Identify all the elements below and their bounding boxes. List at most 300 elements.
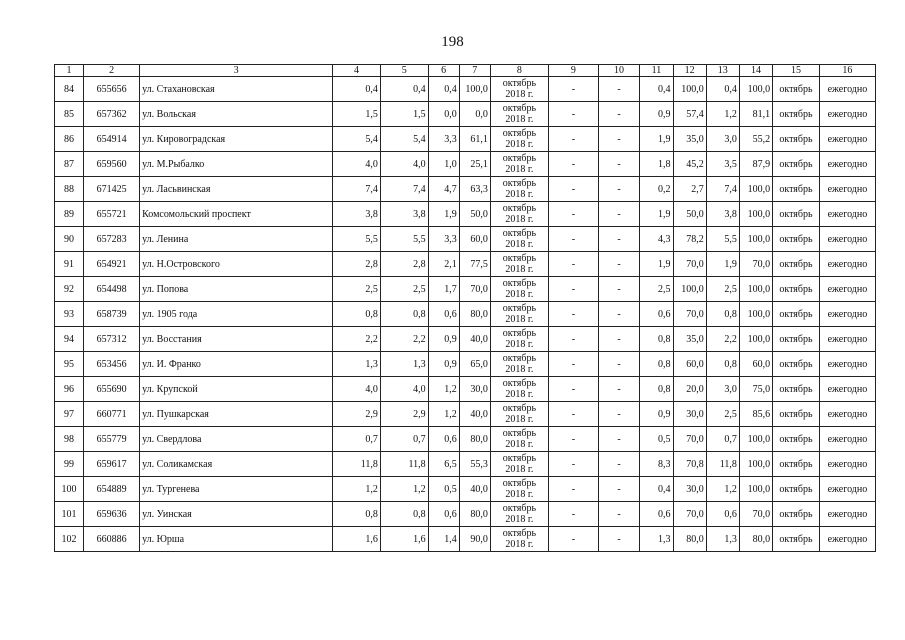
cell-col-13: 5,5	[706, 227, 739, 252]
cell-month-year	[490, 152, 548, 177]
cell-col-15: октябрь	[773, 502, 820, 527]
cell-col-4: 4,0	[333, 152, 381, 177]
cell-code: 660886	[84, 527, 140, 552]
month-label: октябрь	[502, 503, 537, 514]
cell-col-11: 0,4	[640, 477, 673, 502]
cell-col-16: ежегодно	[819, 402, 875, 427]
cell-col-9: -	[548, 77, 598, 102]
cell-col-12: 70,0	[673, 302, 706, 327]
cell-col-4: 2,9	[333, 402, 381, 427]
year-label: 2018 г.	[505, 489, 534, 500]
cell-row-number: 98	[55, 427, 84, 452]
cell-col-12: 30,0	[673, 402, 706, 427]
cell-col-14: 100,0	[739, 77, 772, 102]
cell-col-5: 2,5	[380, 277, 428, 302]
cell-col-12: 50,0	[673, 202, 706, 227]
cell-col-15: октябрь	[773, 202, 820, 227]
cell-col-15: октябрь	[773, 527, 820, 552]
table-row	[55, 352, 876, 377]
cell-row-number: 95	[55, 352, 84, 377]
year-label: 2018 г.	[505, 164, 534, 175]
cell-month-year	[490, 102, 548, 127]
cell-col-4: 1,3	[333, 352, 381, 377]
cell-col-12: 35,0	[673, 127, 706, 152]
cell-col-10: -	[598, 352, 640, 377]
cell-col-16: ежегодно	[819, 477, 875, 502]
year-label: 2018 г.	[505, 514, 534, 525]
month-label: октябрь	[502, 428, 537, 439]
cell-col-11: 1,8	[640, 152, 673, 177]
month-label: октябрь	[502, 278, 537, 289]
cell-col-9: -	[548, 177, 598, 202]
cell-row-number: 101	[55, 502, 84, 527]
month-label: октябрь	[502, 378, 537, 389]
month-label: октябрь	[502, 303, 537, 314]
cell-col-9: -	[548, 302, 598, 327]
year-label: 2018 г.	[505, 239, 534, 250]
column-header: 12	[673, 65, 706, 77]
cell-col-12: 57,4	[673, 102, 706, 127]
cell-col-5: 2,8	[380, 252, 428, 277]
cell-street: ул. Ласьвинская	[140, 177, 333, 202]
table-body	[55, 77, 876, 552]
data-table	[54, 64, 876, 552]
cell-col-9: -	[548, 452, 598, 477]
cell-col-6: 1,2	[428, 402, 459, 427]
cell-col-13: 3,0	[706, 377, 739, 402]
cell-col-12: 100,0	[673, 277, 706, 302]
cell-col-7: 100,0	[459, 77, 490, 102]
table-row	[55, 327, 876, 352]
cell-col-10: -	[598, 127, 640, 152]
cell-col-14: 100,0	[739, 302, 772, 327]
cell-col-16: ежегодно	[819, 327, 875, 352]
cell-col-10: -	[598, 177, 640, 202]
cell-col-12: 70,0	[673, 502, 706, 527]
table-row	[55, 252, 876, 277]
table-row	[55, 377, 876, 402]
cell-col-5: 7,4	[380, 177, 428, 202]
cell-col-14: 100,0	[739, 327, 772, 352]
year-label: 2018 г.	[505, 289, 534, 300]
table-row	[55, 227, 876, 252]
cell-col-6: 0,9	[428, 352, 459, 377]
cell-month-year	[490, 127, 548, 152]
cell-col-15: октябрь	[773, 177, 820, 202]
year-label: 2018 г.	[505, 264, 534, 275]
cell-col-15: октябрь	[773, 427, 820, 452]
cell-col-4: 11,8	[333, 452, 381, 477]
cell-month-year	[490, 527, 548, 552]
cell-col-10: -	[598, 477, 640, 502]
year-label: 2018 г.	[505, 539, 534, 550]
table-row	[55, 127, 876, 152]
cell-street: ул. Свердлова	[140, 427, 333, 452]
cell-col-14: 100,0	[739, 202, 772, 227]
cell-col-14: 70,0	[739, 502, 772, 527]
cell-month-year	[490, 502, 548, 527]
cell-col-6: 1,0	[428, 152, 459, 177]
cell-col-16: ежегодно	[819, 302, 875, 327]
month-label: октябрь	[502, 528, 537, 539]
cell-col-7: 80,0	[459, 427, 490, 452]
header-row	[55, 65, 876, 77]
cell-col-5: 1,2	[380, 477, 428, 502]
cell-col-6: 3,3	[428, 127, 459, 152]
cell-col-13: 11,8	[706, 452, 739, 477]
cell-street: ул. Ленина	[140, 227, 333, 252]
cell-col-4: 0,4	[333, 77, 381, 102]
cell-col-11: 0,9	[640, 102, 673, 127]
year-label: 2018 г.	[505, 464, 534, 475]
month-label: октябрь	[502, 103, 537, 114]
cell-col-15: октябрь	[773, 77, 820, 102]
cell-col-4: 7,4	[333, 177, 381, 202]
cell-col-14: 81,1	[739, 102, 772, 127]
cell-col-13: 1,2	[706, 477, 739, 502]
cell-col-12: 30,0	[673, 477, 706, 502]
cell-col-4: 1,2	[333, 477, 381, 502]
cell-street: ул. Юрша	[140, 527, 333, 552]
cell-col-15: октябрь	[773, 477, 820, 502]
cell-col-7: 50,0	[459, 202, 490, 227]
cell-col-16: ежегодно	[819, 377, 875, 402]
cell-col-12: 80,0	[673, 527, 706, 552]
cell-col-9: -	[548, 202, 598, 227]
cell-col-16: ежегодно	[819, 502, 875, 527]
column-header: 2	[84, 65, 140, 77]
cell-month-year	[490, 477, 548, 502]
cell-col-15: октябрь	[773, 452, 820, 477]
cell-row-number: 84	[55, 77, 84, 102]
cell-col-7: 40,0	[459, 477, 490, 502]
cell-col-15: октябрь	[773, 402, 820, 427]
month-label: октябрь	[502, 328, 537, 339]
cell-col-9: -	[548, 327, 598, 352]
cell-col-9: -	[548, 127, 598, 152]
cell-row-number: 89	[55, 202, 84, 227]
cell-col-10: -	[598, 302, 640, 327]
cell-col-14: 60,0	[739, 352, 772, 377]
cell-col-14: 85,6	[739, 402, 772, 427]
cell-col-10: -	[598, 452, 640, 477]
cell-street: ул. Кировоградская	[140, 127, 333, 152]
cell-col-10: -	[598, 427, 640, 452]
column-header: 14	[739, 65, 772, 77]
cell-col-15: октябрь	[773, 302, 820, 327]
cell-month-year	[490, 402, 548, 427]
cell-col-13: 0,8	[706, 352, 739, 377]
cell-col-7: 40,0	[459, 327, 490, 352]
year-label: 2018 г.	[505, 314, 534, 325]
cell-row-number: 87	[55, 152, 84, 177]
cell-col-7: 77,5	[459, 252, 490, 277]
cell-row-number: 86	[55, 127, 84, 152]
cell-col-16: ежегодно	[819, 527, 875, 552]
table-row	[55, 527, 876, 552]
cell-code: 657283	[84, 227, 140, 252]
month-label: октябрь	[502, 253, 537, 264]
cell-col-13: 2,5	[706, 402, 739, 427]
cell-code: 658739	[84, 302, 140, 327]
cell-col-12: 60,0	[673, 352, 706, 377]
cell-month-year	[490, 277, 548, 302]
cell-col-14: 87,9	[739, 152, 772, 177]
year-label: 2018 г.	[505, 339, 534, 350]
cell-col-14: 100,0	[739, 452, 772, 477]
cell-col-14: 80,0	[739, 527, 772, 552]
cell-col-7: 80,0	[459, 502, 490, 527]
cell-col-16: ежегодно	[819, 127, 875, 152]
cell-col-4: 4,0	[333, 377, 381, 402]
table-row	[55, 77, 876, 102]
cell-row-number: 93	[55, 302, 84, 327]
column-header: 6	[428, 65, 459, 77]
table-row	[55, 152, 876, 177]
cell-code: 671425	[84, 177, 140, 202]
cell-col-5: 4,0	[380, 152, 428, 177]
table-row	[55, 302, 876, 327]
cell-col-9: -	[548, 377, 598, 402]
cell-row-number: 97	[55, 402, 84, 427]
cell-col-11: 1,3	[640, 527, 673, 552]
cell-col-11: 0,9	[640, 402, 673, 427]
table-row	[55, 177, 876, 202]
cell-code: 654889	[84, 477, 140, 502]
cell-col-5: 0,7	[380, 427, 428, 452]
cell-month-year	[490, 327, 548, 352]
cell-col-5: 2,9	[380, 402, 428, 427]
cell-col-4: 5,5	[333, 227, 381, 252]
cell-col-6: 1,9	[428, 202, 459, 227]
cell-row-number: 102	[55, 527, 84, 552]
cell-col-11: 0,4	[640, 77, 673, 102]
cell-col-10: -	[598, 102, 640, 127]
month-label: октябрь	[502, 478, 537, 489]
cell-row-number: 99	[55, 452, 84, 477]
cell-col-16: ежегодно	[819, 352, 875, 377]
cell-code: 659560	[84, 152, 140, 177]
column-header: 3	[140, 65, 333, 77]
cell-col-11: 1,9	[640, 127, 673, 152]
column-header: 1	[55, 65, 84, 77]
cell-col-12: 70,0	[673, 427, 706, 452]
cell-col-6: 1,4	[428, 527, 459, 552]
cell-col-7: 60,0	[459, 227, 490, 252]
cell-col-6: 0,6	[428, 427, 459, 452]
year-label: 2018 г.	[505, 389, 534, 400]
year-label: 2018 г.	[505, 439, 534, 450]
cell-col-5: 11,8	[380, 452, 428, 477]
cell-col-7: 90,0	[459, 527, 490, 552]
cell-street: ул. Крупской	[140, 377, 333, 402]
cell-col-12: 2,7	[673, 177, 706, 202]
cell-col-9: -	[548, 252, 598, 277]
cell-col-14: 100,0	[739, 477, 772, 502]
cell-col-7: 63,3	[459, 177, 490, 202]
cell-col-10: -	[598, 327, 640, 352]
cell-street: ул. Соликамская	[140, 452, 333, 477]
cell-code: 654921	[84, 252, 140, 277]
cell-col-16: ежегодно	[819, 77, 875, 102]
table-row	[55, 102, 876, 127]
cell-month-year	[490, 202, 548, 227]
cell-col-12: 70,0	[673, 252, 706, 277]
cell-street: ул. Уинская	[140, 502, 333, 527]
column-header: 11	[640, 65, 673, 77]
cell-col-6: 0,0	[428, 102, 459, 127]
cell-col-13: 0,7	[706, 427, 739, 452]
column-header: 7	[459, 65, 490, 77]
cell-col-7: 80,0	[459, 302, 490, 327]
cell-row-number: 96	[55, 377, 84, 402]
table-header	[55, 65, 876, 77]
cell-code: 653456	[84, 352, 140, 377]
cell-col-5: 1,6	[380, 527, 428, 552]
year-label: 2018 г.	[505, 139, 534, 150]
cell-col-14: 70,0	[739, 252, 772, 277]
cell-month-year	[490, 227, 548, 252]
cell-code: 655721	[84, 202, 140, 227]
cell-code: 657312	[84, 327, 140, 352]
cell-street: ул. 1905 года	[140, 302, 333, 327]
cell-col-13: 0,6	[706, 502, 739, 527]
month-label: октябрь	[502, 228, 537, 239]
year-label: 2018 г.	[505, 89, 534, 100]
cell-col-5: 0,8	[380, 302, 428, 327]
cell-col-4: 0,8	[333, 502, 381, 527]
cell-col-10: -	[598, 527, 640, 552]
cell-month-year	[490, 302, 548, 327]
year-label: 2018 г.	[505, 114, 534, 125]
column-header: 5	[380, 65, 428, 77]
cell-col-9: -	[548, 352, 598, 377]
cell-code: 657362	[84, 102, 140, 127]
cell-col-7: 55,3	[459, 452, 490, 477]
cell-col-16: ежегодно	[819, 177, 875, 202]
cell-col-13: 1,2	[706, 102, 739, 127]
cell-street: Комсомольский проспект	[140, 202, 333, 227]
cell-col-9: -	[548, 102, 598, 127]
cell-col-4: 2,2	[333, 327, 381, 352]
month-label: октябрь	[502, 353, 537, 364]
cell-col-12: 100,0	[673, 77, 706, 102]
cell-col-15: октябрь	[773, 327, 820, 352]
cell-col-7: 0,0	[459, 102, 490, 127]
cell-col-15: октябрь	[773, 277, 820, 302]
cell-col-10: -	[598, 152, 640, 177]
table-row	[55, 477, 876, 502]
cell-col-10: -	[598, 402, 640, 427]
cell-col-5: 5,4	[380, 127, 428, 152]
cell-col-11: 0,5	[640, 427, 673, 452]
page-number: 198	[441, 34, 464, 50]
cell-col-14: 75,0	[739, 377, 772, 402]
cell-code: 655690	[84, 377, 140, 402]
cell-col-14: 100,0	[739, 277, 772, 302]
cell-col-15: октябрь	[773, 352, 820, 377]
cell-col-14: 100,0	[739, 227, 772, 252]
cell-col-6: 0,6	[428, 302, 459, 327]
cell-col-11: 1,9	[640, 252, 673, 277]
cell-row-number: 90	[55, 227, 84, 252]
cell-col-4: 5,4	[333, 127, 381, 152]
cell-street: ул. И. Франко	[140, 352, 333, 377]
cell-col-6: 6,5	[428, 452, 459, 477]
cell-col-6: 0,6	[428, 502, 459, 527]
cell-col-13: 0,8	[706, 302, 739, 327]
cell-col-9: -	[548, 427, 598, 452]
cell-col-10: -	[598, 252, 640, 277]
cell-col-5: 0,8	[380, 502, 428, 527]
year-label: 2018 г.	[505, 214, 534, 225]
cell-street: ул. М.Рыбалко	[140, 152, 333, 177]
cell-row-number: 88	[55, 177, 84, 202]
cell-col-12: 20,0	[673, 377, 706, 402]
cell-col-5: 5,5	[380, 227, 428, 252]
cell-col-15: октябрь	[773, 127, 820, 152]
cell-street: ул. Тургенева	[140, 477, 333, 502]
cell-col-4: 3,8	[333, 202, 381, 227]
cell-col-14: 55,2	[739, 127, 772, 152]
cell-col-4: 1,6	[333, 527, 381, 552]
cell-col-7: 40,0	[459, 402, 490, 427]
cell-month-year	[490, 377, 548, 402]
cell-col-13: 3,0	[706, 127, 739, 152]
cell-row-number: 94	[55, 327, 84, 352]
cell-col-12: 70,8	[673, 452, 706, 477]
cell-code: 655779	[84, 427, 140, 452]
cell-col-13: 7,4	[706, 177, 739, 202]
cell-code: 654498	[84, 277, 140, 302]
cell-col-4: 0,7	[333, 427, 381, 452]
cell-col-10: -	[598, 277, 640, 302]
table-row	[55, 202, 876, 227]
cell-col-10: -	[598, 227, 640, 252]
column-header: 10	[598, 65, 640, 77]
cell-col-16: ежегодно	[819, 227, 875, 252]
cell-code: 654914	[84, 127, 140, 152]
cell-col-15: октябрь	[773, 377, 820, 402]
cell-col-7: 65,0	[459, 352, 490, 377]
cell-street: ул. Восстания	[140, 327, 333, 352]
cell-month-year	[490, 77, 548, 102]
cell-col-6: 3,3	[428, 227, 459, 252]
column-header: 8	[490, 65, 548, 77]
cell-col-13: 3,5	[706, 152, 739, 177]
cell-col-4: 2,8	[333, 252, 381, 277]
cell-col-10: -	[598, 77, 640, 102]
column-header: 9	[548, 65, 598, 77]
cell-street: ул. Вольская	[140, 102, 333, 127]
cell-col-7: 30,0	[459, 377, 490, 402]
cell-month-year	[490, 352, 548, 377]
month-label: октябрь	[502, 203, 537, 214]
cell-col-11: 0,6	[640, 302, 673, 327]
cell-col-10: -	[598, 202, 640, 227]
cell-col-13: 3,8	[706, 202, 739, 227]
cell-col-12: 45,2	[673, 152, 706, 177]
month-label: октябрь	[502, 178, 537, 189]
column-header: 13	[706, 65, 739, 77]
cell-col-11: 8,3	[640, 452, 673, 477]
cell-col-5: 4,0	[380, 377, 428, 402]
cell-street: ул. Пушкарская	[140, 402, 333, 427]
cell-col-16: ежегодно	[819, 277, 875, 302]
cell-street: ул. Стахановская	[140, 77, 333, 102]
month-label: октябрь	[502, 78, 537, 89]
cell-col-5: 1,3	[380, 352, 428, 377]
